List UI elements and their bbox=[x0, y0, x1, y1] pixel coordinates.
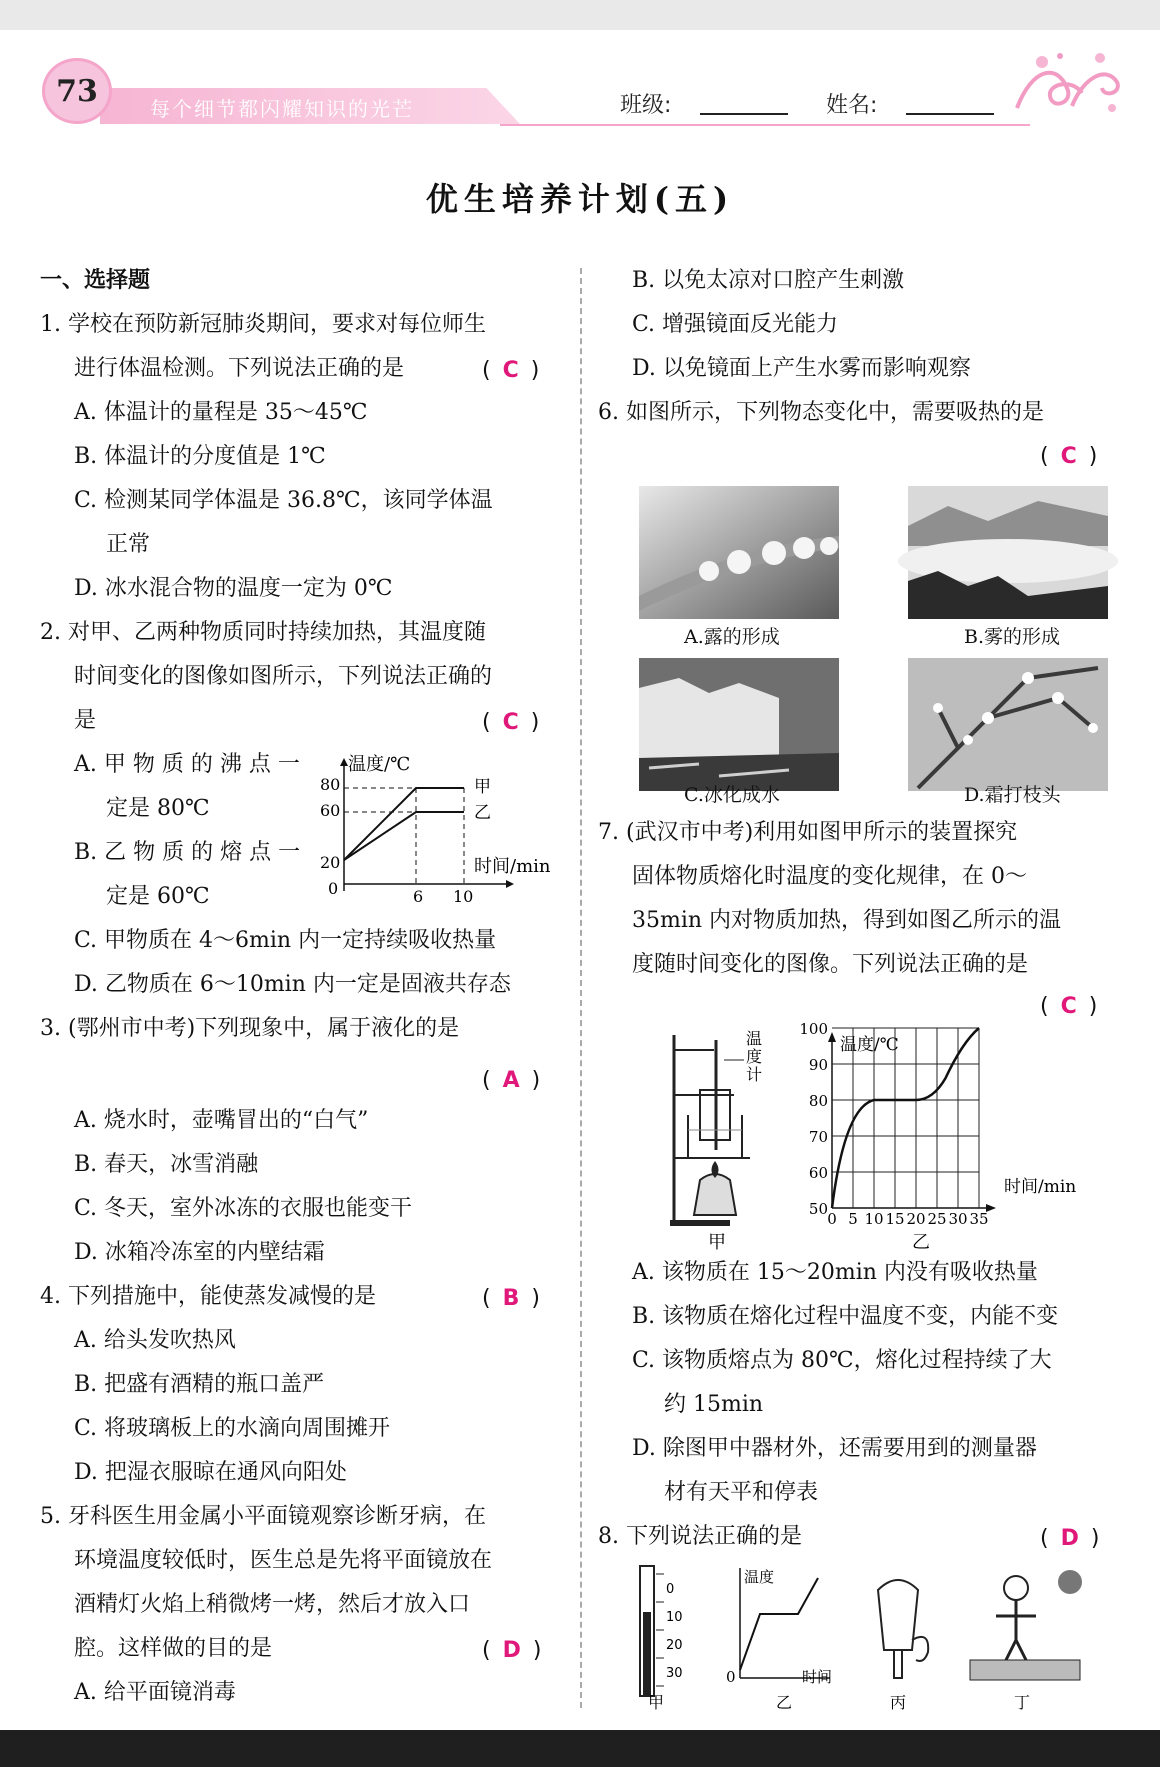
q3-answer: ( A ) bbox=[482, 1068, 541, 1093]
q8-graph-line bbox=[740, 1578, 818, 1670]
q8-label-yi: 乙 bbox=[776, 1693, 793, 1712]
q2-option-b-line1: B. 乙 物 质 的 熔 点 一 bbox=[74, 840, 301, 865]
q7-y-arrow-icon bbox=[828, 1032, 836, 1042]
q7-xtick-15: 15 bbox=[885, 1210, 905, 1228]
q8-graph-ylabel: 温度 bbox=[744, 1568, 775, 1586]
page-number-badge: 73 bbox=[42, 58, 112, 124]
q2-xtick-6: 6 bbox=[413, 887, 424, 906]
section-heading: 一、选择题 bbox=[40, 268, 151, 293]
q2-option-d: D. 乙物质在 6～10min 内一定是固液共存态 bbox=[74, 972, 511, 997]
q2-option-a-line2: 定是 80℃ bbox=[106, 796, 210, 821]
q2-ytick-20: 20 bbox=[320, 853, 341, 872]
photo-frost bbox=[908, 658, 1108, 791]
q7-option-a: A. 该物质在 15～20min 内没有吸收热量 bbox=[632, 1260, 1038, 1285]
q1-option-b: B. 体温计的分度值是 1℃ bbox=[74, 444, 326, 469]
q5-option-d: D. 以免镜面上产生水雾而影响观察 bbox=[632, 356, 971, 381]
q7-answer: ( C ) bbox=[1040, 994, 1098, 1019]
q7-option-c-line2: 约 15min bbox=[664, 1392, 764, 1417]
q1-option-c-line1: C. 检测某同学体温是 36.8℃，该同学体温 bbox=[74, 488, 493, 513]
q7-melting-graph bbox=[799, 1020, 1090, 1255]
q2-stem-line2: 时间变化的图像如图所示，下列说法正确的 bbox=[74, 664, 493, 689]
q7-xtick-30: 30 bbox=[948, 1210, 968, 1228]
q2-y-arrow-icon bbox=[340, 758, 348, 766]
q4-option-a: A. 给头发吹热风 bbox=[74, 1328, 236, 1353]
alcohol-lamp bbox=[694, 1174, 736, 1215]
q2-stem-line3: 是 bbox=[74, 708, 97, 733]
q7-ytick-90: 90 bbox=[808, 1056, 828, 1074]
q2-series-line-yi bbox=[344, 812, 464, 860]
q7-xtick-35: 35 bbox=[969, 1210, 989, 1228]
q6-stem: 6. 如图所示，下列物态变化中，需要吸热的是 bbox=[598, 400, 1044, 425]
q2-ytick-60: 60 bbox=[320, 801, 341, 820]
class-blank bbox=[700, 113, 788, 115]
q7-stem-line4: 度随时间变化的图像。下列说法正确的是 bbox=[632, 952, 1029, 977]
q5-option-c: C. 增强镜面反光能力 bbox=[632, 312, 839, 337]
q2-stem-line1: 2. 对甲、乙两种物质同时持续加热，其温度随 bbox=[40, 620, 486, 645]
q4-stem: 4. 下列措施中，能使蒸发减慢的是 bbox=[40, 1284, 376, 1309]
q2-xtick-10: 10 bbox=[453, 887, 474, 906]
q5-stem-line1: 5. 牙科医生用金属小平面镜观察诊断牙病，在 bbox=[40, 1504, 486, 1529]
q2-xlabel: 时间/min bbox=[474, 856, 551, 877]
q8-thermo-tick-0: 0 bbox=[666, 1582, 675, 1597]
page-title: 优生培养计划(五) bbox=[425, 180, 735, 218]
q3-option-d: D. 冰箱冷冻室的内壁结霜 bbox=[74, 1240, 325, 1265]
q6-answer: ( C ) bbox=[1040, 444, 1098, 469]
thermometer-label-char1: 温 bbox=[746, 1029, 763, 1048]
q7-ytick-50: 50 bbox=[808, 1200, 828, 1218]
q5-option-a: A. 给平面镜消毒 bbox=[74, 1680, 236, 1705]
q7-ytick-100: 100 bbox=[799, 1020, 828, 1038]
q8-label-jia: 甲 bbox=[648, 1693, 665, 1712]
q2-option-b-line2: 定是 60℃ bbox=[106, 884, 210, 909]
q2-answer: ( C ) bbox=[482, 710, 540, 735]
q2-option-c: C. 甲物质在 4～6min 内一定持续吸收热量 bbox=[74, 928, 497, 953]
q7-xtick-20: 20 bbox=[906, 1210, 926, 1228]
q8-stem: 8. 下列说法正确的是 bbox=[598, 1524, 802, 1549]
q8-figures bbox=[630, 1560, 1110, 1710]
fig-yi-label: 乙 bbox=[912, 1232, 930, 1253]
q7-ytick-70: 70 bbox=[808, 1128, 828, 1146]
q7-stem-line1: 7. (武汉市中考)利用如图甲所示的装置探究 bbox=[598, 820, 1018, 845]
q2-option-a-line1: A. 甲 物 质 的 沸 点 一 bbox=[74, 752, 300, 777]
q5-stem-line3: 酒精灯火焰上稍微烤一烤，然后才放入口 bbox=[74, 1592, 471, 1617]
q6-caption-d: D.霜打枝头 bbox=[964, 784, 1061, 806]
q1-option-a: A. 体温计的量程是 35～45℃ bbox=[74, 400, 368, 425]
q7-option-b: B. 该物质在熔化过程中温度不变，内能不变 bbox=[632, 1304, 1059, 1329]
q7-option-d-line2: 材有天平和停表 bbox=[664, 1480, 819, 1505]
q7-xtick-25: 25 bbox=[927, 1210, 947, 1228]
q2-temperature-graph bbox=[310, 756, 570, 906]
q7-series-line bbox=[832, 1028, 979, 1208]
class-label: 班级: bbox=[620, 93, 672, 118]
q4-option-c: C. 将玻璃板上的水滴向周围摊开 bbox=[74, 1416, 391, 1441]
q8-thermo-tick-30: 30 bbox=[666, 1666, 683, 1681]
bottom-strip bbox=[0, 1730, 1160, 1767]
column-divider bbox=[580, 268, 582, 1708]
q5-stem-line4: 腔。这样做的目的是 bbox=[74, 1636, 273, 1661]
stand-base bbox=[670, 1220, 730, 1226]
q7-xlabel: 时间/min bbox=[1004, 1177, 1077, 1197]
q2-x-arrow-icon bbox=[506, 880, 514, 888]
header-rule bbox=[500, 124, 1030, 126]
name-label: 姓名: bbox=[826, 93, 878, 118]
q1-option-c-line2: 正常 bbox=[106, 532, 151, 557]
q8-graph-origin: 0 bbox=[726, 1668, 736, 1686]
q4-answer: ( B ) bbox=[482, 1286, 540, 1311]
fig-jia-label: 甲 bbox=[708, 1232, 726, 1253]
q6-caption-a: A.露的形成 bbox=[684, 626, 780, 648]
q7-xtick-0: 0 bbox=[827, 1210, 837, 1228]
q5-answer: ( D ) bbox=[482, 1638, 542, 1663]
q7-option-c-line1: C. 该物质熔点为 80℃，熔化过程持续了大 bbox=[632, 1348, 1052, 1373]
q8-answer: ( D ) bbox=[1040, 1526, 1100, 1551]
floral-decoration-icon bbox=[1012, 48, 1122, 120]
q7-ytick-80: 80 bbox=[808, 1092, 828, 1110]
heating-apparatus-diagram bbox=[660, 1030, 780, 1255]
q1-option-d: D. 冰水混合物的温度一定为 0℃ bbox=[74, 576, 393, 601]
q8-label-bing: 丙 bbox=[890, 1693, 907, 1712]
name-blank bbox=[906, 113, 994, 115]
q2-ytick-80: 80 bbox=[320, 775, 341, 794]
q7-ytick-60: 60 bbox=[808, 1164, 828, 1182]
q4-option-d: D. 把湿衣服晾在通风向阳处 bbox=[74, 1460, 347, 1485]
q7-stem-line2: 固体物质熔化时温度的变化规律，在 0～ bbox=[632, 864, 1027, 889]
q3-option-b: B. 春天，冰雪消融 bbox=[74, 1152, 259, 1177]
top-strip bbox=[0, 0, 1160, 30]
q7-xtick-5: 5 bbox=[848, 1210, 858, 1228]
photo-dew bbox=[639, 486, 839, 619]
q8-graph-xlabel: 时间 bbox=[802, 1668, 833, 1686]
q1-stem-line2: 进行体温检测。下列说法正确的是 bbox=[74, 356, 405, 381]
q7-xtick-10: 10 bbox=[864, 1210, 884, 1228]
q2-series-jia-label: 甲 bbox=[474, 777, 491, 797]
thermometer-label-char2: 度 bbox=[746, 1047, 763, 1066]
person-icon bbox=[1004, 1576, 1028, 1600]
header-slogan: 每个细节都闪耀知识的光芒 bbox=[150, 97, 414, 121]
q6-caption-b: B.雾的形成 bbox=[964, 626, 1061, 648]
q7-ylabel: 温度/℃ bbox=[840, 1035, 899, 1055]
q2-ylabel: 温度/℃ bbox=[348, 754, 411, 775]
q2-ytick-0: 0 bbox=[328, 879, 339, 898]
q7-option-d-line1: D. 除图甲中器材外，还需要用到的测量器 bbox=[632, 1436, 1037, 1461]
q6-caption-c: C.冰化成水 bbox=[684, 784, 780, 806]
thermometer-label-char3: 计 bbox=[746, 1065, 763, 1084]
photo-ice-melting bbox=[639, 658, 839, 791]
q1-answer: ( C ) bbox=[482, 358, 540, 383]
q5-option-b: B. 以免太凉对口腔产生刺激 bbox=[632, 268, 905, 293]
q8-label-ding: 丁 bbox=[1014, 1693, 1031, 1712]
q3-stem: 3. (鄂州市中考)下列现象中，属于液化的是 bbox=[40, 1016, 460, 1041]
q4-option-b: B. 把盛有酒精的瓶口盖严 bbox=[74, 1372, 325, 1397]
q3-option-c: C. 冬天，室外冰冻的衣服也能变干 bbox=[74, 1196, 413, 1221]
sun-icon bbox=[1058, 1570, 1082, 1594]
photo-fog bbox=[908, 486, 1108, 619]
q2-series-yi-label: 乙 bbox=[474, 803, 491, 823]
q1-stem-line1: 1. 学校在预防新冠肺炎期间，要求对每位师生 bbox=[40, 312, 486, 337]
q8-thermo-tick-10: 10 bbox=[666, 1610, 683, 1625]
q3-option-a: A. 烧水时，壶嘴冒出的“白气” bbox=[74, 1108, 369, 1133]
q5-stem-line2: 环境温度较低时，医生总是先将平面镜放在 bbox=[74, 1548, 493, 1573]
q8-thermo-tick-20: 20 bbox=[666, 1638, 683, 1653]
q7-stem-line3: 35min 内对物质加热，得到如图乙所示的温 bbox=[632, 908, 1062, 933]
